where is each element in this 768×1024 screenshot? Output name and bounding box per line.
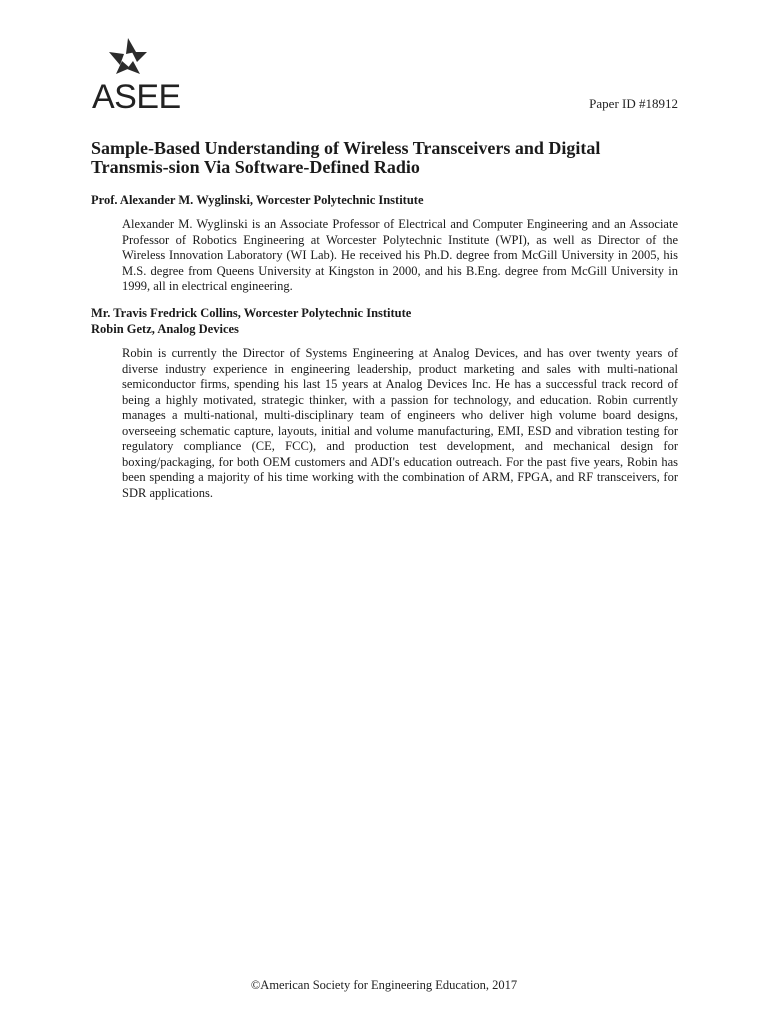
copyright-footer: ©American Society for Engineering Education, 2017 bbox=[250, 978, 518, 992]
author-getz: Robin Getz, Analog Devices bbox=[91, 322, 239, 336]
bio-wyglinski: Alexander M. Wyglinski is an Associate Professor of Electrical and Computer Engineering and an Associate Professor of Robotics Engineering at Worcester Polytechnic Institute (WPI), as well as Director of the Wireless Innovation Laboratory (WI Lab). He received his Ph.D. degree from McGill University in 2005, his M.S. degree from Queens University at Kingston in 2000, and his B.Eng. degree from McGill University in 1999, all in electrical engineering. bbox=[122, 217, 678, 293]
paper-id: Paper ID #18912 bbox=[589, 96, 678, 111]
asee-logo-text: ASEE bbox=[92, 78, 181, 116]
author-collins: Mr. Travis Fredrick Collins, Worcester Polytechnic Institute bbox=[91, 306, 412, 320]
bio-getz: Robin is currently the Director of Systems Engineering at Analog Devices, and has over twenty years of diverse industry experience in engineering leadership, product marketing and sales with multi-national semiconductor firms, spending his last 15 years at Analog Devices Inc. He has a successful track record of being a highly motivated, strategic thinker, with a passion for technology, and education. Robin currently manages a multi-national, multi-disciplinary team of engineers who deliver high volume board designs, overseeing schematic capture, layouts, initial and volume manufacturing, EMI, ESD and vibration testing for regulatory compliance (CE, FCC), and production test development, and mechanical design for boxing/packaging, for both OEM customers and ADI's education outreach. For the past five years, Robin has been spending a majority of his time working with the combination of ARM, FPGA, and RF transceivers, for SDR applications. bbox=[122, 346, 678, 500]
paper-title: Sample-Based Understanding of Wireless Transceivers and Digital Transmis-sion Via Software-Defined Radio bbox=[91, 138, 601, 177]
asee-logo bbox=[90, 36, 181, 116]
asee-emblem-icon bbox=[90, 36, 170, 82]
author-wyglinski: Prof. Alexander M. Wyglinski, Worcester Polytechnic Institute bbox=[91, 193, 424, 207]
